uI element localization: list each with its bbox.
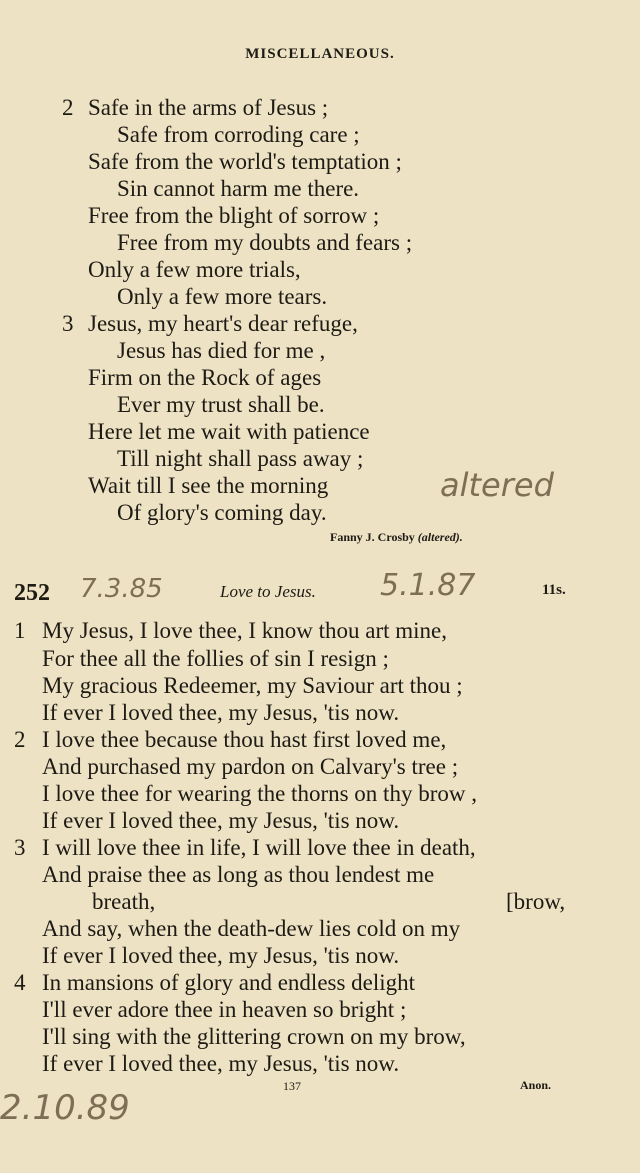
verse-line: My Jesus, I love thee, I know thou art mine, bbox=[42, 618, 447, 643]
verse-line: Ever my trust shall be. bbox=[117, 392, 325, 417]
verse-line: Of glory's coming day. bbox=[117, 500, 327, 525]
verse-number: 3 bbox=[62, 311, 74, 336]
verse-line: breath, bbox=[92, 889, 156, 914]
verse-line: I'll sing with the glittering crown on my brow, bbox=[42, 1024, 466, 1049]
verse-line: I love thee because thou hast first loved me, bbox=[42, 727, 447, 752]
verse-line: If ever I loved thee, my Jesus, 'tis now. bbox=[42, 1051, 400, 1076]
verse-line: And say, when the death-dew lies cold on my bbox=[42, 916, 461, 941]
verse-number: 2 bbox=[14, 727, 26, 752]
verse-line: Jesus has died for me , bbox=[117, 338, 326, 363]
page-number: 137 bbox=[283, 1079, 301, 1093]
verse-line: If ever I loved thee, my Jesus, 'tis now. bbox=[42, 808, 400, 833]
verse-line: Safe from corroding care ; bbox=[117, 122, 360, 147]
verse-line: Sin cannot harm me there. bbox=[117, 176, 360, 201]
verse-number: 1 bbox=[14, 618, 26, 643]
verse-line: Free from the blight of sorrow ; bbox=[88, 203, 380, 228]
verse-number: 3 bbox=[14, 835, 26, 860]
verse-number: 4 bbox=[14, 970, 26, 995]
handwritten-date: 5.1.87 bbox=[380, 568, 476, 603]
verse-line: I will love thee in life, I will love thee in death, bbox=[42, 835, 476, 860]
hymn-meter: 11s. bbox=[542, 582, 566, 598]
verse-line: I'll ever adore thee in heaven so bright ; bbox=[42, 997, 407, 1022]
verse-line: Only a few more trials, bbox=[88, 257, 301, 282]
verse-line: If ever I loved thee, my Jesus, 'tis now. bbox=[42, 700, 400, 725]
verse-line: And purchased my pardon on Calvary's tree ; bbox=[42, 754, 459, 779]
verse-line: Free from my doubts and fears ; bbox=[117, 230, 413, 255]
credit-author: Fanny J. Crosby bbox=[330, 530, 415, 544]
verse-line: Firm on the Rock of ages bbox=[88, 365, 322, 390]
verse-line: If ever I loved thee, my Jesus, 'tis now. bbox=[42, 943, 400, 968]
credit-note: (altered). bbox=[417, 530, 463, 544]
verse-line: And praise thee as long as thou lendest me bbox=[42, 862, 435, 887]
verse-line: In mansions of glory and endless delight bbox=[42, 970, 416, 995]
handwritten-date: 7.3.85 bbox=[80, 574, 163, 604]
verse-line: Safe in the arms of Jesus ; bbox=[88, 95, 329, 120]
verse-line: Safe from the world's temptation ; bbox=[88, 149, 402, 174]
verse-line: Only a few more tears. bbox=[117, 284, 328, 309]
section-header: MISCELLANEOUS. bbox=[245, 46, 395, 62]
hymn-title: Love to Jesus. bbox=[220, 582, 316, 601]
verse-line: [brow, bbox=[506, 889, 566, 914]
hymn-number: 252 bbox=[14, 580, 50, 606]
verse-line: For thee all the follies of sin I resign ; bbox=[42, 646, 389, 671]
verse-line: Wait till I see the morning bbox=[88, 473, 329, 498]
handwritten-date: 2.10.89 bbox=[0, 1088, 130, 1128]
hymn-credit bbox=[330, 530, 463, 545]
verse-number: 2 bbox=[62, 95, 74, 120]
verse-line: Till night shall pass away ; bbox=[117, 446, 364, 471]
verse-line: Jesus, my heart's dear refuge, bbox=[88, 311, 358, 336]
hymn-author: Anon. bbox=[520, 1078, 552, 1092]
verse-line: My gracious Redeemer, my Saviour art thou ; bbox=[42, 673, 463, 698]
verse-line: I love thee for wearing the thorns on thy brow , bbox=[42, 781, 477, 806]
handwritten-note: altered bbox=[440, 466, 554, 504]
verse-line: Here let me wait with patience bbox=[88, 419, 370, 444]
